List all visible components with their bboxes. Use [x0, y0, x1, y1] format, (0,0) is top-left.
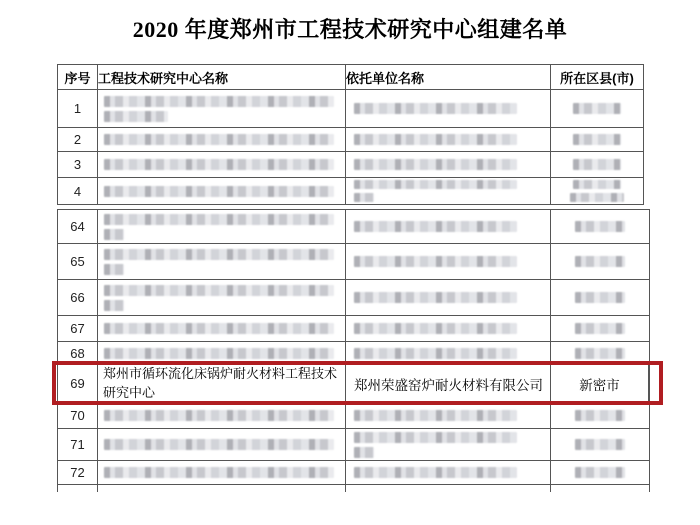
redacted-text	[354, 467, 517, 478]
table-row	[58, 178, 643, 205]
center-name-cell	[98, 128, 346, 151]
unit-name-cell	[346, 316, 551, 341]
center-name-cell	[98, 365, 346, 402]
center-name-cell	[98, 342, 346, 364]
redacted-text	[104, 285, 334, 296]
column-header-serial: 序号	[58, 65, 98, 89]
serial-cell-text: 4	[73, 183, 82, 199]
serial-cell	[58, 152, 98, 177]
center-name-cell	[98, 316, 346, 341]
unit-name-cell	[346, 90, 551, 127]
redacted-text	[354, 256, 517, 267]
redacted-text	[354, 180, 517, 189]
unit-name-cell	[346, 152, 551, 177]
redacted-text	[575, 410, 626, 421]
unit-name-cell	[346, 178, 551, 204]
district-cell	[551, 244, 649, 279]
unit-name-cell	[346, 280, 551, 315]
district-cell	[551, 429, 649, 460]
district-cell	[551, 178, 643, 204]
redacted-text	[354, 323, 517, 334]
serial-cell-text: 2	[73, 132, 82, 147]
redacted-text	[354, 221, 517, 232]
redacted-text	[104, 96, 334, 107]
center-name-cell	[98, 178, 346, 204]
redacted-text	[575, 467, 626, 478]
center-name-cell	[98, 403, 346, 428]
serial-cell	[58, 403, 98, 428]
column-header-district: 所在区县(市)	[560, 70, 634, 86]
serial-cell-text: 3	[73, 157, 82, 172]
serial-cell-text: 70	[70, 408, 85, 423]
redacted-text	[354, 447, 374, 458]
serial-cell-text: 66	[70, 290, 85, 305]
redacted-text	[575, 292, 626, 303]
serial-cell	[58, 280, 98, 315]
serial-cell	[58, 244, 98, 279]
center-name-cell	[98, 152, 346, 177]
redacted-text	[104, 300, 124, 311]
serial-cell-text: 71	[70, 437, 85, 452]
column-header-unit-name: 依托单位名称	[346, 65, 551, 89]
table-row	[58, 210, 649, 244]
serial-cell	[58, 210, 98, 243]
serial-cell-text: 72	[70, 465, 85, 480]
district-cell-text: 新密市	[579, 377, 620, 393]
redacted-text	[354, 348, 517, 359]
redacted-text	[104, 111, 168, 122]
serial-cell	[58, 178, 98, 204]
redacted-text	[575, 323, 626, 334]
serial-cell-text: 1	[73, 101, 82, 116]
center-name-cell	[98, 280, 346, 315]
unit-name-cell	[346, 429, 551, 460]
column-header-center-name: 工程技术研究中心名称	[98, 65, 346, 89]
serial-cell-text: 65	[70, 254, 85, 269]
redacted-text	[104, 348, 334, 359]
serial-cell-text: 64	[70, 219, 85, 234]
redacted-text	[570, 193, 623, 202]
unit-name-cell-text: 郑州荣盛窑炉耐火材料有限公司	[354, 377, 543, 393]
unit-name-cell	[346, 461, 551, 484]
table-row-partial	[58, 485, 649, 492]
unit-name-cell	[346, 210, 551, 243]
district-cell	[551, 316, 649, 341]
empty-cell	[98, 485, 346, 492]
redacted-text	[575, 256, 626, 267]
table-row	[58, 152, 643, 178]
table-row	[58, 461, 649, 485]
table-row-highlighted	[58, 365, 649, 403]
redacted-text	[354, 292, 517, 303]
redacted-text	[354, 134, 517, 145]
serial-cell-text: 69	[70, 376, 85, 391]
redacted-text	[573, 159, 621, 170]
table-row	[58, 342, 649, 365]
redacted-text	[575, 348, 626, 359]
redacted-text	[573, 103, 621, 114]
serial-cell	[58, 461, 98, 484]
district-cell	[551, 210, 649, 243]
table-row	[58, 429, 649, 461]
center-name-cell-text: 郑州市循环流化床锅炉耐火材料工程技术研究中心	[103, 366, 338, 400]
research-center-table	[57, 64, 700, 492]
serial-cell	[58, 429, 98, 460]
district-cell	[551, 342, 649, 364]
redacted-text	[354, 193, 374, 202]
table-fragment-top	[57, 64, 644, 205]
table-row	[58, 280, 649, 316]
document-page	[0, 13, 700, 525]
redacted-text	[104, 186, 334, 197]
serial-cell	[58, 128, 98, 151]
district-cell	[551, 461, 649, 484]
redacted-text	[354, 432, 517, 443]
redacted-text	[104, 323, 334, 334]
redacted-text	[104, 214, 334, 225]
center-name-cell	[98, 210, 346, 243]
redacted-text	[354, 103, 517, 114]
empty-cell	[58, 485, 98, 492]
serial-cell	[58, 90, 98, 127]
serial-cell	[58, 316, 98, 341]
redacted-text	[104, 134, 334, 145]
redacted-text	[575, 439, 626, 450]
redacted-text	[104, 264, 124, 275]
empty-cell	[551, 485, 649, 492]
redacted-text	[573, 134, 621, 145]
redacted-text	[104, 467, 334, 478]
redacted-text	[104, 439, 334, 450]
redacted-text	[354, 410, 517, 421]
redacted-text	[104, 249, 334, 260]
redacted-text	[104, 159, 334, 170]
table-header-row	[58, 65, 643, 90]
serial-cell-text: 67	[70, 321, 85, 336]
center-name-cell	[98, 244, 346, 279]
redacted-text	[354, 159, 517, 170]
unit-name-cell	[346, 244, 551, 279]
district-cell	[551, 152, 643, 177]
unit-name-cell	[346, 128, 551, 151]
table-row	[58, 128, 643, 152]
table-row	[58, 403, 649, 429]
center-name-cell	[98, 90, 346, 127]
page-title: 2020 年度郑州市工程技术研究中心组建名单	[132, 17, 568, 42]
district-cell	[551, 280, 649, 315]
serial-cell	[58, 365, 98, 402]
redacted-text	[104, 229, 124, 240]
unit-name-cell	[346, 403, 551, 428]
district-cell	[551, 403, 649, 428]
redacted-text	[575, 221, 626, 232]
serial-cell-text: 68	[70, 345, 85, 361]
district-cell	[551, 90, 643, 127]
table-row	[58, 316, 649, 342]
table-fragment-bottom	[57, 209, 650, 492]
district-cell	[551, 128, 643, 151]
unit-name-cell	[346, 365, 551, 402]
serial-cell	[58, 342, 98, 364]
table-row	[58, 90, 643, 128]
redacted-text	[104, 410, 334, 421]
table-row	[58, 244, 649, 280]
district-cell	[551, 365, 649, 402]
unit-name-cell	[346, 342, 551, 364]
empty-cell	[346, 485, 551, 492]
center-name-cell	[98, 461, 346, 484]
redacted-text	[573, 180, 621, 189]
center-name-cell	[98, 429, 346, 460]
